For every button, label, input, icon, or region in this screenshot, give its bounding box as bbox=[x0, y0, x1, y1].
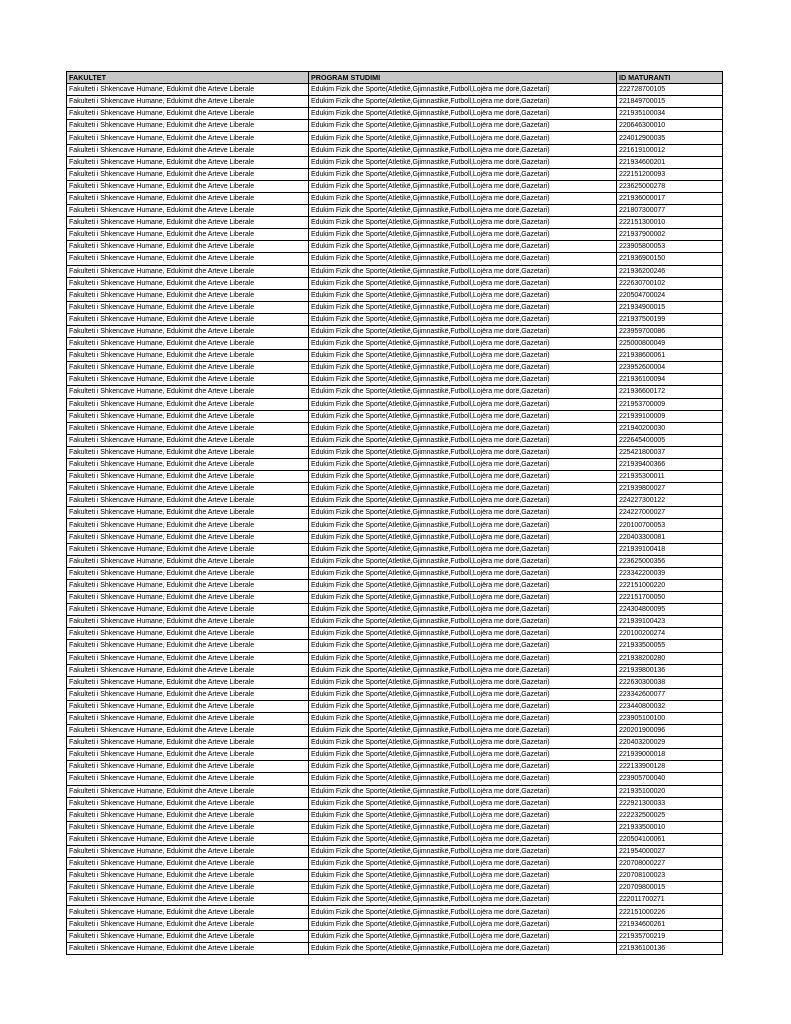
student-id-cell: 220100200274 bbox=[617, 628, 723, 640]
student-id-cell: 221934600261 bbox=[617, 918, 723, 930]
faculty-cell: Fakulteti i Shkencave Humane, Edukimit dhe Arteve Liberale bbox=[67, 325, 309, 337]
student-id-cell: 221940200030 bbox=[617, 422, 723, 434]
program-cell: Edukim Fizik dhe Sporte(Atletikë,Gjimnastikë,Futboll,Lojëra me dorë,Gazetari) bbox=[309, 543, 617, 555]
student-id-cell: 222151200093 bbox=[617, 168, 723, 180]
table-row bbox=[67, 338, 723, 350]
program-cell: Edukim Fizik dhe Sporte(Atletikë,Gjimnastikë,Futboll,Lojëra me dorë,Gazetari) bbox=[309, 531, 617, 543]
faculty-cell: Fakulteti i Shkencave Humane, Edukimit dhe Arteve Liberale bbox=[67, 241, 309, 253]
table-row bbox=[67, 96, 723, 108]
student-id-cell: 220708100023 bbox=[617, 870, 723, 882]
faculty-cell: Fakulteti i Shkencave Humane, Edukimit dhe Arteve Liberale bbox=[67, 640, 309, 652]
program-cell: Edukim Fizik dhe Sporte(Atletikë,Gjimnastikë,Futboll,Lojëra me dorë,Gazetari) bbox=[309, 241, 617, 253]
faculty-cell: Fakulteti i Shkencave Humane, Edukimit dhe Arteve Liberale bbox=[67, 253, 309, 265]
program-cell: Edukim Fizik dhe Sporte(Atletikë,Gjimnastikë,Futboll,Lojëra me dorë,Gazetari) bbox=[309, 96, 617, 108]
program-cell: Edukim Fizik dhe Sporte(Atletikë,Gjimnastikë,Futboll,Lojëra me dorë,Gazetari) bbox=[309, 422, 617, 434]
program-cell: Edukim Fizik dhe Sporte(Atletikë,Gjimnastikë,Futboll,Lojëra me dorë,Gazetari) bbox=[309, 398, 617, 410]
program-cell: Edukim Fizik dhe Sporte(Atletikë,Gjimnastikë,Futboll,Lojëra me dorë,Gazetari) bbox=[309, 616, 617, 628]
program-cell: Edukim Fizik dhe Sporte(Atletikë,Gjimnastikë,Futboll,Lojëra me dorë,Gazetari) bbox=[309, 749, 617, 761]
table-row bbox=[67, 604, 723, 616]
program-cell: Edukim Fizik dhe Sporte(Atletikë,Gjimnastikë,Futboll,Lojëra me dorë,Gazetari) bbox=[309, 120, 617, 132]
table-row bbox=[67, 870, 723, 882]
student-id-cell: 222645400005 bbox=[617, 434, 723, 446]
table-row bbox=[67, 555, 723, 567]
faculty-cell: Fakulteti i Shkencave Humane, Edukimit dhe Arteve Liberale bbox=[67, 217, 309, 229]
program-cell: Edukim Fizik dhe Sporte(Atletikë,Gjimnastikë,Futboll,Lojëra me dorë,Gazetari) bbox=[309, 882, 617, 894]
faculty-cell: Fakulteti i Shkencave Humane, Edukimit dhe Arteve Liberale bbox=[67, 84, 309, 96]
student-id-cell: 221935700219 bbox=[617, 930, 723, 942]
table-row bbox=[67, 144, 723, 156]
table-row bbox=[67, 592, 723, 604]
faculty-cell: Fakulteti i Shkencave Humane, Edukimit dhe Arteve Liberale bbox=[67, 712, 309, 724]
student-id-cell: 222921300033 bbox=[617, 797, 723, 809]
faculty-cell: Fakulteti i Shkencave Humane, Edukimit dhe Arteve Liberale bbox=[67, 301, 309, 313]
results-table bbox=[66, 71, 723, 955]
faculty-cell: Fakulteti i Shkencave Humane, Edukimit dhe Arteve Liberale bbox=[67, 821, 309, 833]
program-cell: Edukim Fizik dhe Sporte(Atletikë,Gjimnastikë,Futboll,Lojëra me dorë,Gazetari) bbox=[309, 664, 617, 676]
table-row bbox=[67, 688, 723, 700]
faculty-cell: Fakulteti i Shkencave Humane, Edukimit dhe Arteve Liberale bbox=[67, 604, 309, 616]
program-cell: Edukim Fizik dhe Sporte(Atletikë,Gjimnastikë,Futboll,Lojëra me dorë,Gazetari) bbox=[309, 809, 617, 821]
program-cell: Edukim Fizik dhe Sporte(Atletikë,Gjimnastikë,Futboll,Lojëra me dorë,Gazetari) bbox=[309, 265, 617, 277]
faculty-cell: Fakulteti i Shkencave Humane, Edukimit dhe Arteve Liberale bbox=[67, 761, 309, 773]
program-cell: Edukim Fizik dhe Sporte(Atletikë,Gjimnastikë,Futboll,Lojëra me dorë,Gazetari) bbox=[309, 555, 617, 567]
table-row bbox=[67, 132, 723, 144]
faculty-cell: Fakulteti i Shkencave Humane, Edukimit dhe Arteve Liberale bbox=[67, 459, 309, 471]
table-row bbox=[67, 628, 723, 640]
table-row bbox=[67, 809, 723, 821]
student-id-cell: 221934600201 bbox=[617, 156, 723, 168]
table-row bbox=[67, 761, 723, 773]
column-header-id-maturanti: ID MATURANTI bbox=[617, 72, 723, 84]
faculty-cell: Fakulteti i Shkencave Humane, Edukimit dhe Arteve Liberale bbox=[67, 942, 309, 954]
program-cell: Edukim Fizik dhe Sporte(Atletikë,Gjimnastikë,Futboll,Lojëra me dorë,Gazetari) bbox=[309, 217, 617, 229]
program-cell: Edukim Fizik dhe Sporte(Atletikë,Gjimnastikë,Futboll,Lojëra me dorë,Gazetari) bbox=[309, 640, 617, 652]
faculty-cell: Fakulteti i Shkencave Humane, Edukimit dhe Arteve Liberale bbox=[67, 833, 309, 845]
faculty-cell: Fakulteti i Shkencave Humane, Edukimit dhe Arteve Liberale bbox=[67, 168, 309, 180]
program-cell: Edukim Fizik dhe Sporte(Atletikë,Gjimnastikë,Futboll,Lojëra me dorë,Gazetari) bbox=[309, 229, 617, 241]
table-row bbox=[67, 180, 723, 192]
program-cell: Edukim Fizik dhe Sporte(Atletikë,Gjimnastikë,Futboll,Lojëra me dorë,Gazetari) bbox=[309, 773, 617, 785]
program-cell: Edukim Fizik dhe Sporte(Atletikë,Gjimnastikë,Futboll,Lojëra me dorë,Gazetari) bbox=[309, 761, 617, 773]
table-row bbox=[67, 241, 723, 253]
faculty-cell: Fakulteti i Shkencave Humane, Edukimit dhe Arteve Liberale bbox=[67, 180, 309, 192]
student-id-cell: 222011700271 bbox=[617, 894, 723, 906]
program-cell: Edukim Fizik dhe Sporte(Atletikë,Gjimnastikë,Futboll,Lojëra me dorë,Gazetari) bbox=[309, 144, 617, 156]
student-id-cell: 221939100423 bbox=[617, 616, 723, 628]
student-id-cell: 221939800136 bbox=[617, 664, 723, 676]
faculty-cell: Fakulteti i Shkencave Humane, Edukimit dhe Arteve Liberale bbox=[67, 567, 309, 579]
student-id-cell: 221849700015 bbox=[617, 96, 723, 108]
table-row bbox=[67, 531, 723, 543]
table-row bbox=[67, 120, 723, 132]
program-cell: Edukim Fizik dhe Sporte(Atletikë,Gjimnastikë,Futboll,Lojëra me dorë,Gazetari) bbox=[309, 471, 617, 483]
faculty-cell: Fakulteti i Shkencave Humane, Edukimit dhe Arteve Liberale bbox=[67, 205, 309, 217]
table-row bbox=[67, 84, 723, 96]
faculty-cell: Fakulteti i Shkencave Humane, Edukimit dhe Arteve Liberale bbox=[67, 108, 309, 120]
program-cell: Edukim Fizik dhe Sporte(Atletikë,Gjimnastikë,Futboll,Lojëra me dorë,Gazetari) bbox=[309, 507, 617, 519]
table-row bbox=[67, 277, 723, 289]
table-row bbox=[67, 192, 723, 204]
faculty-cell: Fakulteti i Shkencave Humane, Edukimit dhe Arteve Liberale bbox=[67, 616, 309, 628]
faculty-cell: Fakulteti i Shkencave Humane, Edukimit dhe Arteve Liberale bbox=[67, 592, 309, 604]
student-id-cell: 224012900035 bbox=[617, 132, 723, 144]
table-row bbox=[67, 725, 723, 737]
table-row bbox=[67, 108, 723, 120]
table-row bbox=[67, 410, 723, 422]
program-cell: Edukim Fizik dhe Sporte(Atletikë,Gjimnastikë,Futboll,Lojëra me dorë,Gazetari) bbox=[309, 483, 617, 495]
table-row bbox=[67, 543, 723, 555]
program-cell: Edukim Fizik dhe Sporte(Atletikë,Gjimnastikë,Futboll,Lojëra me dorë,Gazetari) bbox=[309, 894, 617, 906]
table-row bbox=[67, 579, 723, 591]
student-id-cell: 220403300081 bbox=[617, 531, 723, 543]
table-row bbox=[67, 362, 723, 374]
table-row bbox=[67, 567, 723, 579]
faculty-cell: Fakulteti i Shkencave Humane, Edukimit dhe Arteve Liberale bbox=[67, 531, 309, 543]
faculty-cell: Fakulteti i Shkencave Humane, Edukimit dhe Arteve Liberale bbox=[67, 918, 309, 930]
student-id-cell: 220709800015 bbox=[617, 882, 723, 894]
program-cell: Edukim Fizik dhe Sporte(Atletikë,Gjimnastikë,Futboll,Lojëra me dorë,Gazetari) bbox=[309, 870, 617, 882]
student-id-cell: 222630700102 bbox=[617, 277, 723, 289]
faculty-cell: Fakulteti i Shkencave Humane, Edukimit dhe Arteve Liberale bbox=[67, 132, 309, 144]
faculty-cell: Fakulteti i Shkencave Humane, Edukimit dhe Arteve Liberale bbox=[67, 289, 309, 301]
program-cell: Edukim Fizik dhe Sporte(Atletikë,Gjimnastikë,Futboll,Lojëra me dorë,Gazetari) bbox=[309, 325, 617, 337]
faculty-cell: Fakulteti i Shkencave Humane, Edukimit dhe Arteve Liberale bbox=[67, 749, 309, 761]
program-cell: Edukim Fizik dhe Sporte(Atletikë,Gjimnastikë,Futboll,Lojëra me dorë,Gazetari) bbox=[309, 84, 617, 96]
faculty-cell: Fakulteti i Shkencave Humane, Edukimit dhe Arteve Liberale bbox=[67, 579, 309, 591]
faculty-cell: Fakulteti i Shkencave Humane, Edukimit dhe Arteve Liberale bbox=[67, 543, 309, 555]
faculty-cell: Fakulteti i Shkencave Humane, Edukimit dhe Arteve Liberale bbox=[67, 882, 309, 894]
column-header-program-studimi: PROGRAM STUDIMI bbox=[309, 72, 617, 84]
student-id-cell: 221807300077 bbox=[617, 205, 723, 217]
table-row bbox=[67, 858, 723, 870]
program-cell: Edukim Fizik dhe Sporte(Atletikë,Gjimnastikë,Futboll,Lojëra me dorë,Gazetari) bbox=[309, 156, 617, 168]
student-id-cell: 221954000027 bbox=[617, 846, 723, 858]
student-id-cell: 222728700105 bbox=[617, 84, 723, 96]
faculty-cell: Fakulteti i Shkencave Humane, Edukimit dhe Arteve Liberale bbox=[67, 676, 309, 688]
faculty-cell: Fakulteti i Shkencave Humane, Edukimit dhe Arteve Liberale bbox=[67, 446, 309, 458]
student-id-cell: 223905100100 bbox=[617, 712, 723, 724]
faculty-cell: Fakulteti i Shkencave Humane, Edukimit dhe Arteve Liberale bbox=[67, 507, 309, 519]
student-id-cell: 221935100034 bbox=[617, 108, 723, 120]
faculty-cell: Fakulteti i Shkencave Humane, Edukimit dhe Arteve Liberale bbox=[67, 773, 309, 785]
program-cell: Edukim Fizik dhe Sporte(Atletikë,Gjimnastikë,Futboll,Lojëra me dorë,Gazetari) bbox=[309, 592, 617, 604]
program-cell: Edukim Fizik dhe Sporte(Atletikë,Gjimnastikë,Futboll,Lojëra me dorë,Gazetari) bbox=[309, 604, 617, 616]
faculty-cell: Fakulteti i Shkencave Humane, Edukimit dhe Arteve Liberale bbox=[67, 434, 309, 446]
faculty-cell: Fakulteti i Shkencave Humane, Edukimit dhe Arteve Liberale bbox=[67, 144, 309, 156]
table-row bbox=[67, 785, 723, 797]
program-cell: Edukim Fizik dhe Sporte(Atletikë,Gjimnastikë,Futboll,Lojëra me dorë,Gazetari) bbox=[309, 833, 617, 845]
faculty-cell: Fakulteti i Shkencave Humane, Edukimit dhe Arteve Liberale bbox=[67, 555, 309, 567]
faculty-cell: Fakulteti i Shkencave Humane, Edukimit dhe Arteve Liberale bbox=[67, 265, 309, 277]
table-row bbox=[67, 350, 723, 362]
table-row bbox=[67, 773, 723, 785]
program-cell: Edukim Fizik dhe Sporte(Atletikë,Gjimnastikë,Futboll,Lojëra me dorë,Gazetari) bbox=[309, 192, 617, 204]
student-id-cell: 221936600172 bbox=[617, 386, 723, 398]
faculty-cell: Fakulteti i Shkencave Humane, Edukimit dhe Arteve Liberale bbox=[67, 894, 309, 906]
faculty-cell: Fakulteti i Shkencave Humane, Edukimit dhe Arteve Liberale bbox=[67, 374, 309, 386]
program-cell: Edukim Fizik dhe Sporte(Atletikë,Gjimnastikë,Futboll,Lojëra me dorë,Gazetari) bbox=[309, 374, 617, 386]
table-row bbox=[67, 495, 723, 507]
faculty-cell: Fakulteti i Shkencave Humane, Edukimit dhe Arteve Liberale bbox=[67, 519, 309, 531]
student-id-cell: 221936100094 bbox=[617, 374, 723, 386]
table-row bbox=[67, 301, 723, 313]
program-cell: Edukim Fizik dhe Sporte(Atletikë,Gjimnastikë,Futboll,Lojëra me dorë,Gazetari) bbox=[309, 277, 617, 289]
program-cell: Edukim Fizik dhe Sporte(Atletikë,Gjimnastikë,Futboll,Lojëra me dorë,Gazetari) bbox=[309, 676, 617, 688]
table-row bbox=[67, 422, 723, 434]
table-row bbox=[67, 664, 723, 676]
table-header bbox=[67, 72, 723, 84]
student-id-cell: 220201900096 bbox=[617, 725, 723, 737]
student-id-cell: 221939400366 bbox=[617, 459, 723, 471]
student-id-cell: 223440800032 bbox=[617, 700, 723, 712]
program-cell: Edukim Fizik dhe Sporte(Atletikë,Gjimnastikë,Futboll,Lojëra me dorë,Gazetari) bbox=[309, 785, 617, 797]
table-row bbox=[67, 446, 723, 458]
faculty-cell: Fakulteti i Shkencave Humane, Edukimit dhe Arteve Liberale bbox=[67, 410, 309, 422]
table-row bbox=[67, 652, 723, 664]
faculty-cell: Fakulteti i Shkencave Humane, Edukimit dhe Arteve Liberale bbox=[67, 422, 309, 434]
faculty-cell: Fakulteti i Shkencave Humane, Edukimit dhe Arteve Liberale bbox=[67, 277, 309, 289]
table-row bbox=[67, 882, 723, 894]
table-row bbox=[67, 217, 723, 229]
faculty-cell: Fakulteti i Shkencave Humane, Edukimit dhe Arteve Liberale bbox=[67, 628, 309, 640]
student-id-cell: 223959700086 bbox=[617, 325, 723, 337]
program-cell: Edukim Fizik dhe Sporte(Atletikë,Gjimnastikë,Futboll,Lojëra me dorë,Gazetari) bbox=[309, 253, 617, 265]
program-cell: Edukim Fizik dhe Sporte(Atletikë,Gjimnastikë,Futboll,Lojëra me dorë,Gazetari) bbox=[309, 579, 617, 591]
faculty-cell: Fakulteti i Shkencave Humane, Edukimit dhe Arteve Liberale bbox=[67, 870, 309, 882]
table-row bbox=[67, 519, 723, 531]
student-id-cell: 221939800027 bbox=[617, 483, 723, 495]
student-id-cell: 220504100061 bbox=[617, 833, 723, 845]
table-row bbox=[67, 821, 723, 833]
faculty-cell: Fakulteti i Shkencave Humane, Edukimit dhe Arteve Liberale bbox=[67, 338, 309, 350]
student-id-cell: 221935100020 bbox=[617, 785, 723, 797]
faculty-cell: Fakulteti i Shkencave Humane, Edukimit dhe Arteve Liberale bbox=[67, 700, 309, 712]
program-cell: Edukim Fizik dhe Sporte(Atletikë,Gjimnastikë,Futboll,Lojëra me dorë,Gazetari) bbox=[309, 688, 617, 700]
student-id-cell: 221937900002 bbox=[617, 229, 723, 241]
student-id-cell: 220100700053 bbox=[617, 519, 723, 531]
program-cell: Edukim Fizik dhe Sporte(Atletikë,Gjimnastikë,Futboll,Lojëra me dorë,Gazetari) bbox=[309, 434, 617, 446]
column-header-fakultet: FAKULTET bbox=[67, 72, 309, 84]
student-id-cell: 225421800037 bbox=[617, 446, 723, 458]
program-cell: Edukim Fizik dhe Sporte(Atletikë,Gjimnastikë,Futboll,Lojëra me dorë,Gazetari) bbox=[309, 350, 617, 362]
student-id-cell: 221933500010 bbox=[617, 821, 723, 833]
faculty-cell: Fakulteti i Shkencave Humane, Edukimit dhe Arteve Liberale bbox=[67, 483, 309, 495]
program-cell: Edukim Fizik dhe Sporte(Atletikë,Gjimnastikë,Futboll,Lojëra me dorë,Gazetari) bbox=[309, 410, 617, 422]
faculty-cell: Fakulteti i Shkencave Humane, Edukimit dhe Arteve Liberale bbox=[67, 906, 309, 918]
faculty-cell: Fakulteti i Shkencave Humane, Edukimit dhe Arteve Liberale bbox=[67, 688, 309, 700]
table-row bbox=[67, 434, 723, 446]
program-cell: Edukim Fizik dhe Sporte(Atletikë,Gjimnastikë,Futboll,Lojëra me dorë,Gazetari) bbox=[309, 495, 617, 507]
student-id-cell: 221934900015 bbox=[617, 301, 723, 313]
table-row bbox=[67, 156, 723, 168]
student-id-cell: 221935300011 bbox=[617, 471, 723, 483]
table-row bbox=[67, 325, 723, 337]
student-id-cell: 221937500199 bbox=[617, 313, 723, 325]
faculty-cell: Fakulteti i Shkencave Humane, Edukimit dhe Arteve Liberale bbox=[67, 495, 309, 507]
faculty-cell: Fakulteti i Shkencave Humane, Edukimit dhe Arteve Liberale bbox=[67, 313, 309, 325]
table-row bbox=[67, 942, 723, 954]
program-cell: Edukim Fizik dhe Sporte(Atletikë,Gjimnastikë,Futboll,Lojëra me dorë,Gazetari) bbox=[309, 725, 617, 737]
table-row bbox=[67, 507, 723, 519]
program-cell: Edukim Fizik dhe Sporte(Atletikë,Gjimnastikë,Futboll,Lojëra me dorë,Gazetari) bbox=[309, 567, 617, 579]
program-cell: Edukim Fizik dhe Sporte(Atletikë,Gjimnastikë,Futboll,Lojëra me dorë,Gazetari) bbox=[309, 519, 617, 531]
table-row bbox=[67, 749, 723, 761]
faculty-cell: Fakulteti i Shkencave Humane, Edukimit dhe Arteve Liberale bbox=[67, 350, 309, 362]
table-row bbox=[67, 313, 723, 325]
table-row bbox=[67, 616, 723, 628]
student-id-cell: 223625000356 bbox=[617, 555, 723, 567]
faculty-cell: Fakulteti i Shkencave Humane, Edukimit dhe Arteve Liberale bbox=[67, 120, 309, 132]
program-cell: Edukim Fizik dhe Sporte(Atletikë,Gjimnastikë,Futboll,Lojëra me dorë,Gazetari) bbox=[309, 821, 617, 833]
faculty-cell: Fakulteti i Shkencave Humane, Edukimit dhe Arteve Liberale bbox=[67, 96, 309, 108]
table-row bbox=[67, 797, 723, 809]
student-id-cell: 224227000027 bbox=[617, 507, 723, 519]
table-row bbox=[67, 374, 723, 386]
program-cell: Edukim Fizik dhe Sporte(Atletikë,Gjimnastikë,Futboll,Lojëra me dorë,Gazetari) bbox=[309, 168, 617, 180]
table-row bbox=[67, 906, 723, 918]
header-row bbox=[67, 72, 723, 84]
program-cell: Edukim Fizik dhe Sporte(Atletikë,Gjimnastikë,Futboll,Lojëra me dorë,Gazetari) bbox=[309, 180, 617, 192]
student-id-cell: 221938200280 bbox=[617, 652, 723, 664]
program-cell: Edukim Fizik dhe Sporte(Atletikë,Gjimnastikë,Futboll,Lojëra me dorë,Gazetari) bbox=[309, 846, 617, 858]
table-row bbox=[67, 289, 723, 301]
student-id-cell: 222151700050 bbox=[617, 592, 723, 604]
program-cell: Edukim Fizik dhe Sporte(Atletikë,Gjimnastikë,Futboll,Lojëra me dorë,Gazetari) bbox=[309, 942, 617, 954]
student-id-cell: 220708000227 bbox=[617, 858, 723, 870]
student-id-cell: 222630300038 bbox=[617, 676, 723, 688]
student-id-cell: 223342600077 bbox=[617, 688, 723, 700]
table-row bbox=[67, 471, 723, 483]
student-id-cell: 222151000226 bbox=[617, 906, 723, 918]
table-row bbox=[67, 712, 723, 724]
table-row bbox=[67, 229, 723, 241]
faculty-cell: Fakulteti i Shkencave Humane, Edukimit dhe Arteve Liberale bbox=[67, 398, 309, 410]
faculty-cell: Fakulteti i Shkencave Humane, Edukimit dhe Arteve Liberale bbox=[67, 156, 309, 168]
student-id-cell: 221933500055 bbox=[617, 640, 723, 652]
table-row bbox=[67, 265, 723, 277]
faculty-cell: Fakulteti i Shkencave Humane, Edukimit dhe Arteve Liberale bbox=[67, 652, 309, 664]
table-row bbox=[67, 640, 723, 652]
table-row bbox=[67, 918, 723, 930]
table-body bbox=[67, 84, 723, 955]
program-cell: Edukim Fizik dhe Sporte(Atletikë,Gjimnastikë,Futboll,Lojëra me dorë,Gazetari) bbox=[309, 737, 617, 749]
table-row bbox=[67, 676, 723, 688]
student-id-cell: 223952600004 bbox=[617, 362, 723, 374]
student-id-cell: 221619100012 bbox=[617, 144, 723, 156]
table-row bbox=[67, 253, 723, 265]
program-cell: Edukim Fizik dhe Sporte(Atletikë,Gjimnastikë,Futboll,Lojëra me dorë,Gazetari) bbox=[309, 313, 617, 325]
table-row bbox=[67, 930, 723, 942]
student-id-cell: 222151300010 bbox=[617, 217, 723, 229]
table-row bbox=[67, 168, 723, 180]
student-id-cell: 222151000220 bbox=[617, 579, 723, 591]
student-id-cell: 223905800053 bbox=[617, 241, 723, 253]
student-id-cell: 222232500025 bbox=[617, 809, 723, 821]
table-row bbox=[67, 483, 723, 495]
table-row bbox=[67, 386, 723, 398]
program-cell: Edukim Fizik dhe Sporte(Atletikë,Gjimnastikë,Futboll,Lojëra me dorë,Gazetari) bbox=[309, 906, 617, 918]
faculty-cell: Fakulteti i Shkencave Humane, Edukimit dhe Arteve Liberale bbox=[67, 386, 309, 398]
program-cell: Edukim Fizik dhe Sporte(Atletikë,Gjimnastikë,Futboll,Lojëra me dorë,Gazetari) bbox=[309, 446, 617, 458]
table-row bbox=[67, 459, 723, 471]
student-id-cell: 224227300122 bbox=[617, 495, 723, 507]
student-id-cell: 220504700024 bbox=[617, 289, 723, 301]
student-id-cell: 221953700009 bbox=[617, 398, 723, 410]
faculty-cell: Fakulteti i Shkencave Humane, Edukimit dhe Arteve Liberale bbox=[67, 362, 309, 374]
student-id-cell: 221939100009 bbox=[617, 410, 723, 422]
table-row bbox=[67, 833, 723, 845]
program-cell: Edukim Fizik dhe Sporte(Atletikë,Gjimnastikë,Futboll,Lojëra me dorë,Gazetari) bbox=[309, 459, 617, 471]
faculty-cell: Fakulteti i Shkencave Humane, Edukimit dhe Arteve Liberale bbox=[67, 809, 309, 821]
student-id-cell: 221936200246 bbox=[617, 265, 723, 277]
table-row bbox=[67, 700, 723, 712]
program-cell: Edukim Fizik dhe Sporte(Atletikë,Gjimnastikë,Futboll,Lojëra me dorë,Gazetari) bbox=[309, 289, 617, 301]
student-id-cell: 221938600061 bbox=[617, 350, 723, 362]
program-cell: Edukim Fizik dhe Sporte(Atletikë,Gjimnastikë,Futboll,Lojëra me dorë,Gazetari) bbox=[309, 712, 617, 724]
faculty-cell: Fakulteti i Shkencave Humane, Edukimit dhe Arteve Liberale bbox=[67, 471, 309, 483]
faculty-cell: Fakulteti i Shkencave Humane, Edukimit dhe Arteve Liberale bbox=[67, 229, 309, 241]
student-id-cell: 224304800095 bbox=[617, 604, 723, 616]
student-id-cell: 220646300010 bbox=[617, 120, 723, 132]
table-row bbox=[67, 737, 723, 749]
student-id-cell: 221936100136 bbox=[617, 942, 723, 954]
faculty-cell: Fakulteti i Shkencave Humane, Edukimit dhe Arteve Liberale bbox=[67, 858, 309, 870]
table-row bbox=[67, 205, 723, 217]
program-cell: Edukim Fizik dhe Sporte(Atletikë,Gjimnastikë,Futboll,Lojëra me dorë,Gazetari) bbox=[309, 108, 617, 120]
program-cell: Edukim Fizik dhe Sporte(Atletikë,Gjimnastikë,Futboll,Lojëra me dorë,Gazetari) bbox=[309, 338, 617, 350]
program-cell: Edukim Fizik dhe Sporte(Atletikë,Gjimnastikë,Futboll,Lojëra me dorë,Gazetari) bbox=[309, 301, 617, 313]
student-id-cell: 221939000018 bbox=[617, 749, 723, 761]
faculty-cell: Fakulteti i Shkencave Humane, Edukimit dhe Arteve Liberale bbox=[67, 192, 309, 204]
program-cell: Edukim Fizik dhe Sporte(Atletikë,Gjimnastikë,Futboll,Lojëra me dorë,Gazetari) bbox=[309, 362, 617, 374]
program-cell: Edukim Fizik dhe Sporte(Atletikë,Gjimnastikë,Futboll,Lojëra me dorë,Gazetari) bbox=[309, 858, 617, 870]
faculty-cell: Fakulteti i Shkencave Humane, Edukimit dhe Arteve Liberale bbox=[67, 797, 309, 809]
faculty-cell: Fakulteti i Shkencave Humane, Edukimit dhe Arteve Liberale bbox=[67, 785, 309, 797]
faculty-cell: Fakulteti i Shkencave Humane, Edukimit dhe Arteve Liberale bbox=[67, 737, 309, 749]
student-id-cell: 220403200029 bbox=[617, 737, 723, 749]
faculty-cell: Fakulteti i Shkencave Humane, Edukimit dhe Arteve Liberale bbox=[67, 930, 309, 942]
program-cell: Edukim Fizik dhe Sporte(Atletikë,Gjimnastikë,Futboll,Lojëra me dorë,Gazetari) bbox=[309, 652, 617, 664]
program-cell: Edukim Fizik dhe Sporte(Atletikë,Gjimnastikë,Futboll,Lojëra me dorë,Gazetari) bbox=[309, 930, 617, 942]
student-id-cell: 221936900150 bbox=[617, 253, 723, 265]
table-row bbox=[67, 398, 723, 410]
program-cell: Edukim Fizik dhe Sporte(Atletikë,Gjimnastikë,Futboll,Lojëra me dorë,Gazetari) bbox=[309, 132, 617, 144]
student-id-cell: 221936000017 bbox=[617, 192, 723, 204]
program-cell: Edukim Fizik dhe Sporte(Atletikë,Gjimnastikë,Futboll,Lojëra me dorë,Gazetari) bbox=[309, 205, 617, 217]
faculty-cell: Fakulteti i Shkencave Humane, Edukimit dhe Arteve Liberale bbox=[67, 846, 309, 858]
program-cell: Edukim Fizik dhe Sporte(Atletikë,Gjimnastikë,Futboll,Lojëra me dorë,Gazetari) bbox=[309, 628, 617, 640]
program-cell: Edukim Fizik dhe Sporte(Atletikë,Gjimnastikë,Futboll,Lojëra me dorë,Gazetari) bbox=[309, 797, 617, 809]
faculty-cell: Fakulteti i Shkencave Humane, Edukimit dhe Arteve Liberale bbox=[67, 664, 309, 676]
student-id-cell: 223342200039 bbox=[617, 567, 723, 579]
student-id-cell: 221939100418 bbox=[617, 543, 723, 555]
student-id-cell: 225000800049 bbox=[617, 338, 723, 350]
table-row bbox=[67, 846, 723, 858]
faculty-cell: Fakulteti i Shkencave Humane, Edukimit dhe Arteve Liberale bbox=[67, 725, 309, 737]
program-cell: Edukim Fizik dhe Sporte(Atletikë,Gjimnastikë,Futboll,Lojëra me dorë,Gazetari) bbox=[309, 918, 617, 930]
program-cell: Edukim Fizik dhe Sporte(Atletikë,Gjimnastikë,Futboll,Lojëra me dorë,Gazetari) bbox=[309, 700, 617, 712]
student-id-cell: 222133900128 bbox=[617, 761, 723, 773]
program-cell: Edukim Fizik dhe Sporte(Atletikë,Gjimnastikë,Futboll,Lojëra me dorë,Gazetari) bbox=[309, 386, 617, 398]
student-id-cell: 223905700040 bbox=[617, 773, 723, 785]
student-id-cell: 223625000278 bbox=[617, 180, 723, 192]
table-row bbox=[67, 894, 723, 906]
